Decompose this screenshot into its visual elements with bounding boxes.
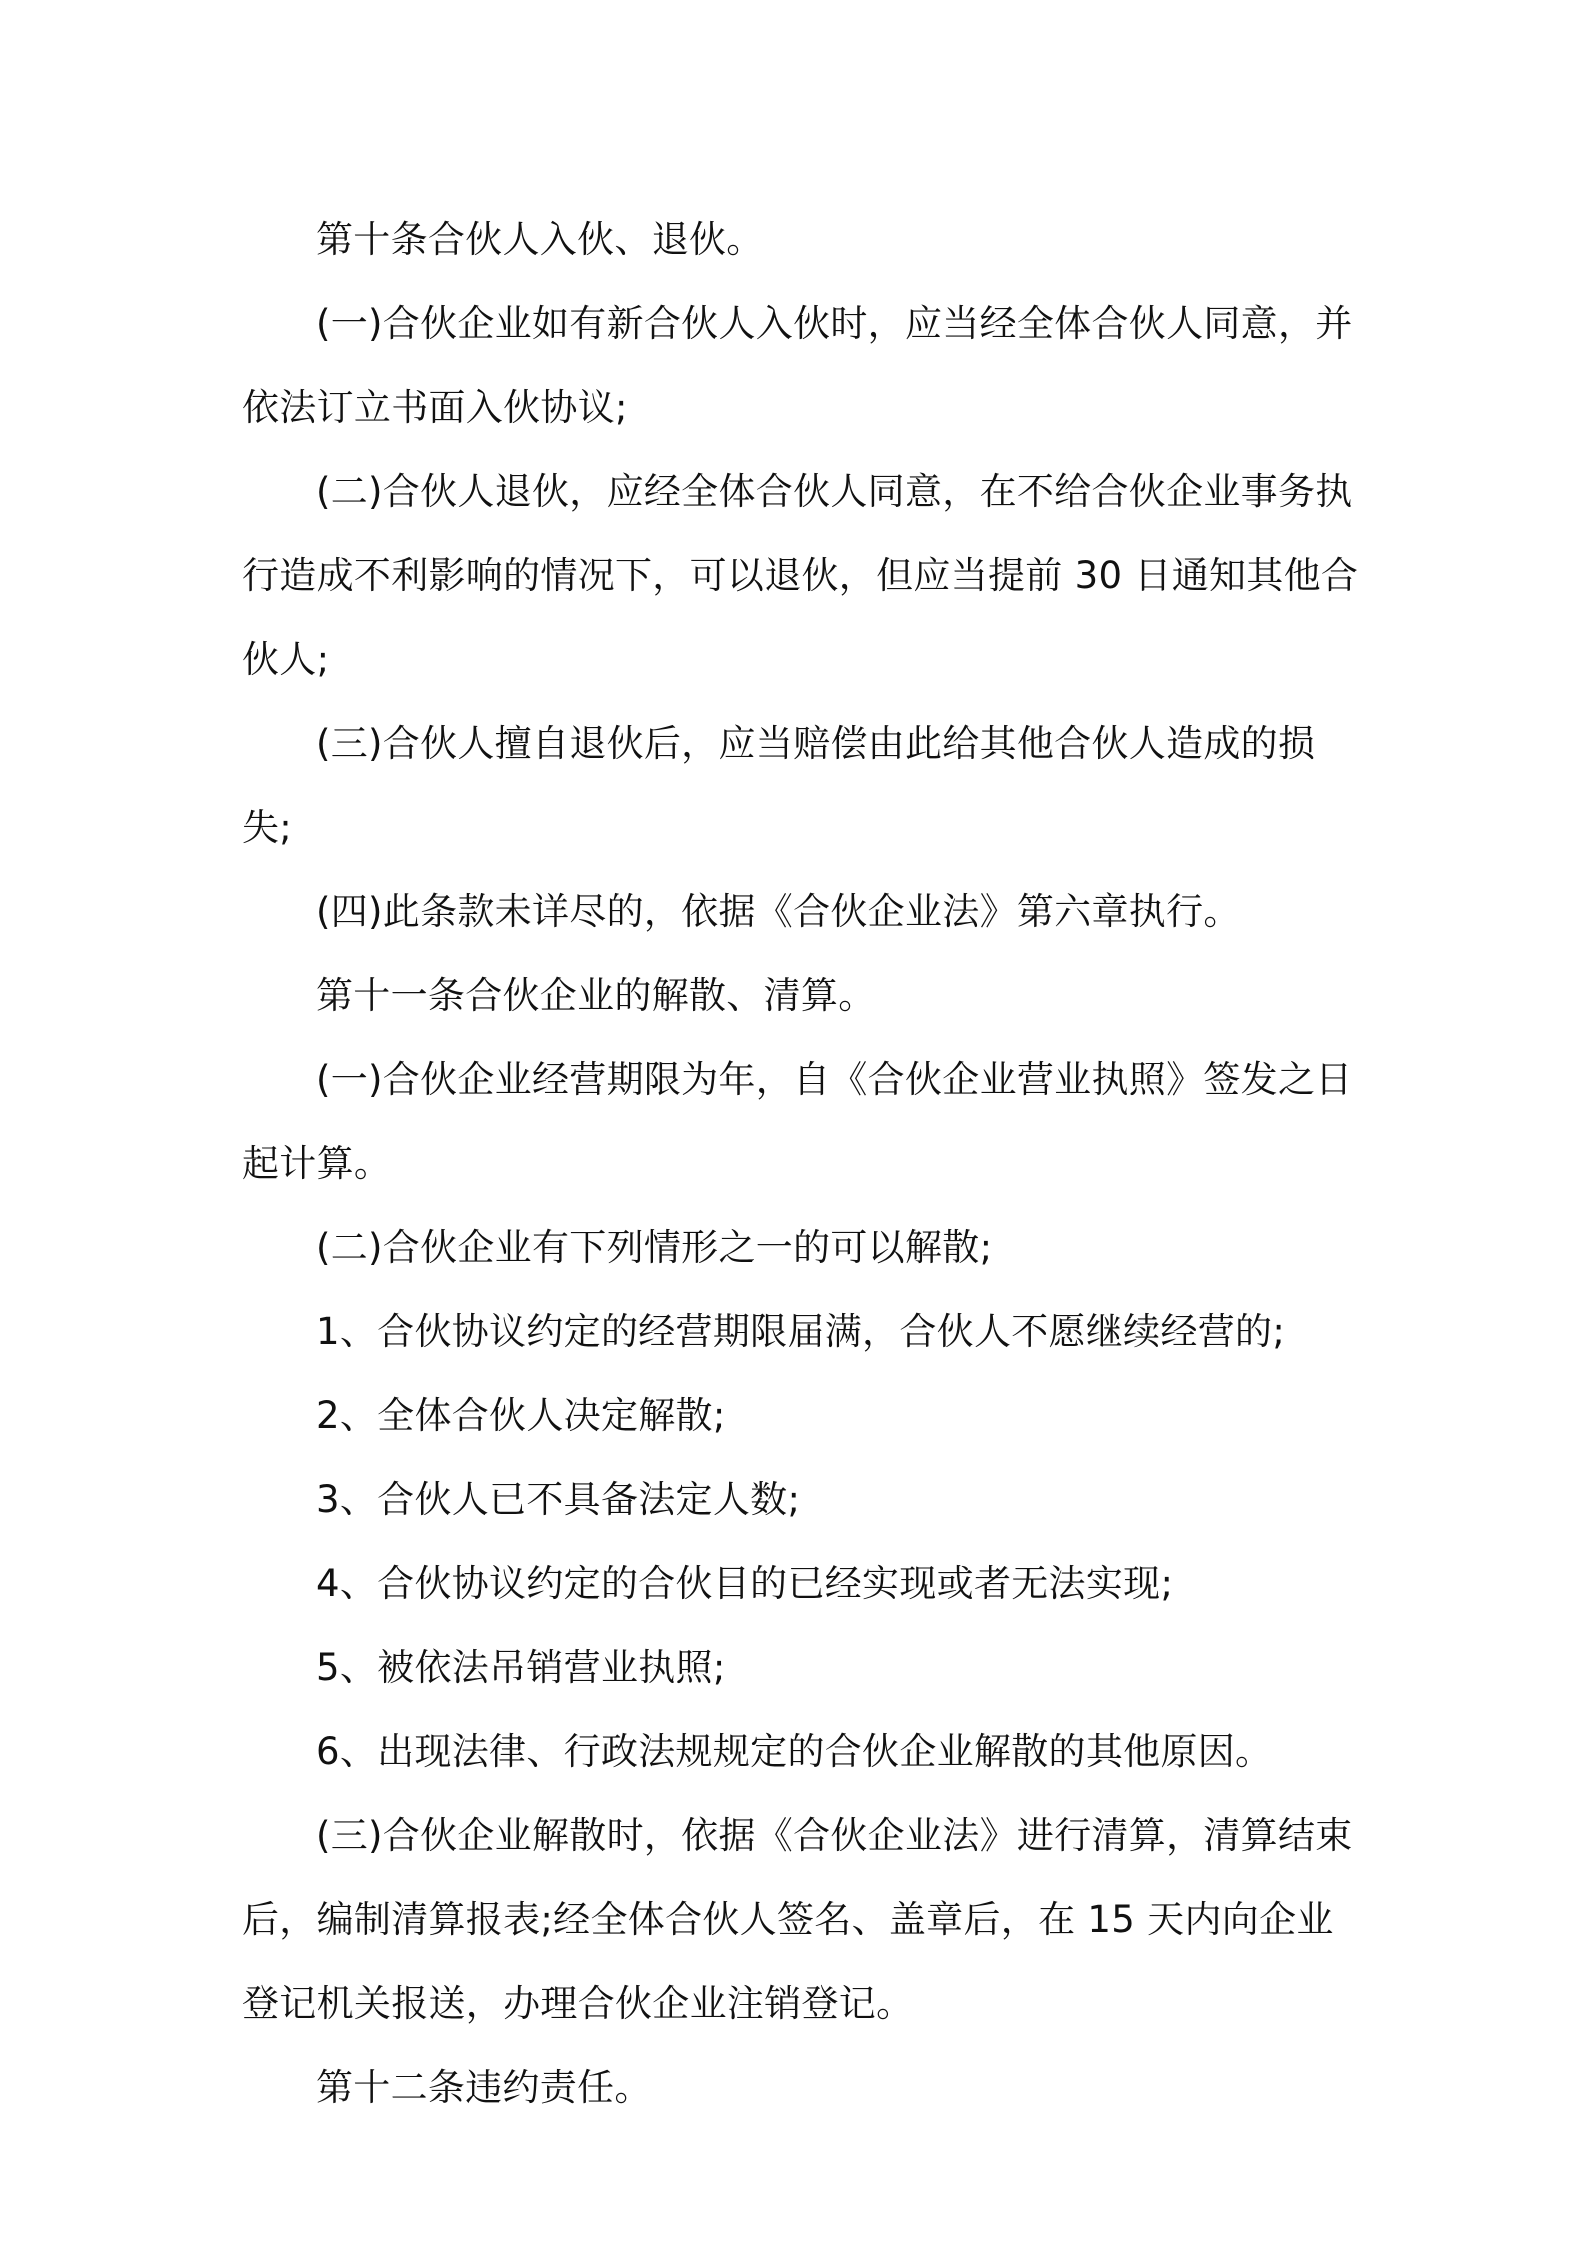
- article-12-heading: 第十二条违约责任。: [316, 2066, 652, 2109]
- dissolution-item-6: 6、出现法律、行政法规规定的合伙企业解散的其他原因。: [316, 1730, 1273, 1773]
- article-11-clause-2: (二)合伙企业有下列情形之一的可以解散;: [316, 1226, 993, 1269]
- article-10-clause-4: (四)此条款未详尽的，依据《合伙企业法》第六章执行。: [316, 890, 1241, 933]
- article-11-clause-3: (三)合伙企业解散时，依据《合伙企业法》进行清算，清算结束后，编制清算报表;经全体合伙人签名、盖章后，在 15 天内向企业登记机关报送，办理合伙企业注销登记。: [242, 1814, 1353, 2025]
- article-11-heading: 第十一条合伙企业的解散、清算。: [316, 974, 876, 1017]
- article-10-clause-3: (三)合伙人擅自退伙后，应当赔偿由此给其他合伙人造成的损失;: [242, 722, 1316, 849]
- article-10-heading: 第十条合伙人入伙、退伙。: [316, 218, 764, 261]
- article-10-clause-2: (二)合伙人退伙，应经全体合伙人同意，在不给合伙企业事务执行造成不利影响的情况下，可以退伙，但应当提前 30 日通知其他合伙人;: [242, 470, 1359, 681]
- dissolution-item-1: 1、合伙协议约定的经营期限届满，合伙人不愿继续经营的;: [316, 1310, 1286, 1353]
- dissolution-item-5: 5、被依法吊销营业执照;: [316, 1646, 726, 1689]
- document-body: [242, 198, 1362, 2130]
- article-10-clause-1: (一)合伙企业如有新合伙人入伙时，应当经全体合伙人同意，并依法订立书面入伙协议;: [242, 302, 1353, 429]
- article-11-clause-1: (一)合伙企业经营期限为年，自《合伙企业营业执照》签发之日起计算。: [242, 1058, 1353, 1185]
- dissolution-item-3: 3、合伙人已不具备法定人数;: [316, 1478, 801, 1521]
- dissolution-item-2: 2、全体合伙人决定解散;: [316, 1394, 726, 1437]
- dissolution-item-4: 4、合伙协议约定的合伙目的已经实现或者无法实现;: [316, 1562, 1174, 1605]
